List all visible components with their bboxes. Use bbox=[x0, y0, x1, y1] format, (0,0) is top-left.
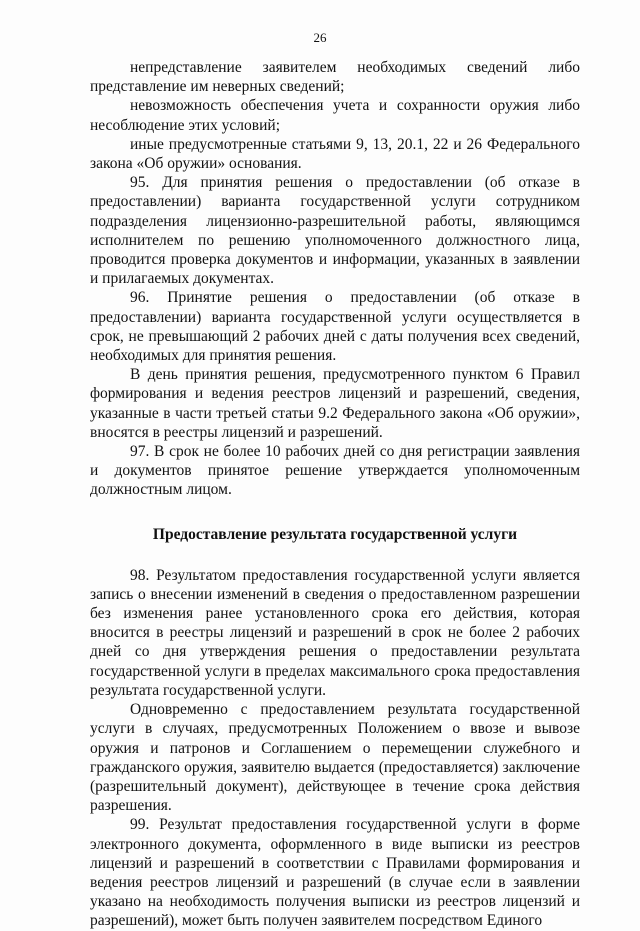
paragraph-99: 99. Результат предоставления государственной услуги в форме электронного документа, оформленного в виде выписки из реестров лицензий и разрешений в соответствии с Правилами формирования и ведения реестров лицензий и разрешений (в случае если в заявлении указано на необходимость получения выписки из реестров лицензий и разрешений), может быть получен заявителем посредством Единого bbox=[90, 816, 580, 930]
paragraph-97: 97. В срок не более 10 рабочих дней со дня регистрации заявления и документов принятое решение утверждается уполномоченным должностным лицом. bbox=[90, 443, 580, 499]
paragraph: иные предусмотренные статьями 9, 13, 20.1, 22 и 26 Федерального закона «Об оружии» основания. bbox=[90, 135, 580, 173]
paragraph: непредставление заявителем необходимых сведений либо представление им неверных сведений; bbox=[90, 59, 580, 96]
paragraph: Одновременно с предоставлением результата государственной услуги в случаях, предусмотренных Положением о ввозе и вывозе оружия и патронов и Соглашением о перемещении служебного и гражданского оружия, заявителю выдается (предоставляется) заключение (разрешительный документ), действующее в течение срока действия разрешения. bbox=[90, 701, 580, 815]
section-heading: Предоставление результата государственной услуги bbox=[152, 525, 518, 543]
paragraph-98: 98. Результатом предоставления государственной услуги является запись о внесении изменений в сведения о предоставленном разрешении без изменения ранее установленного срока его действия, которая вносится в реестры лицензий и разрешений в срок не более 2 рабочих дней со дня утверждения решения о предоставлении результата государственной услуги в пределах максимального срока предоставления результата государственной услуги. bbox=[90, 566, 580, 699]
page-number: 26 bbox=[313, 30, 327, 45]
document-body bbox=[90, 58, 580, 931]
paragraph: В день принятия решения, предусмотренного пунктом 6 Правил формирования и ведения реестров лицензий и разрешений, сведения, указанные в части третьей статьи 9.2 Федерального закона «Об оружии», вносятся в реестры лицензий и разрешений. bbox=[90, 366, 580, 441]
paragraph-95: 95. Для принятия решения о предоставлении (об отказе в предоставлении) варианта государственной услуги сотрудником подразделения лицензионно-разрешительной работы, являющимся исполнителем по решению уполномоченного должностного лица, проводится проверка документов и информации, указанных в заявлении и прилагаемых документах. bbox=[90, 174, 580, 288]
paragraph: невозможность обеспечения учета и сохранности оружия либо несоблюдение этих условий; bbox=[90, 97, 580, 134]
paragraph-96: 96. Принятие решения о предоставлении (об отказе в предоставлении) варианта государственной услуги осуществляется в срок, не превышающий 2 рабочих дней с даты получения всех сведений, необходимых для принятия решения. bbox=[90, 289, 580, 365]
